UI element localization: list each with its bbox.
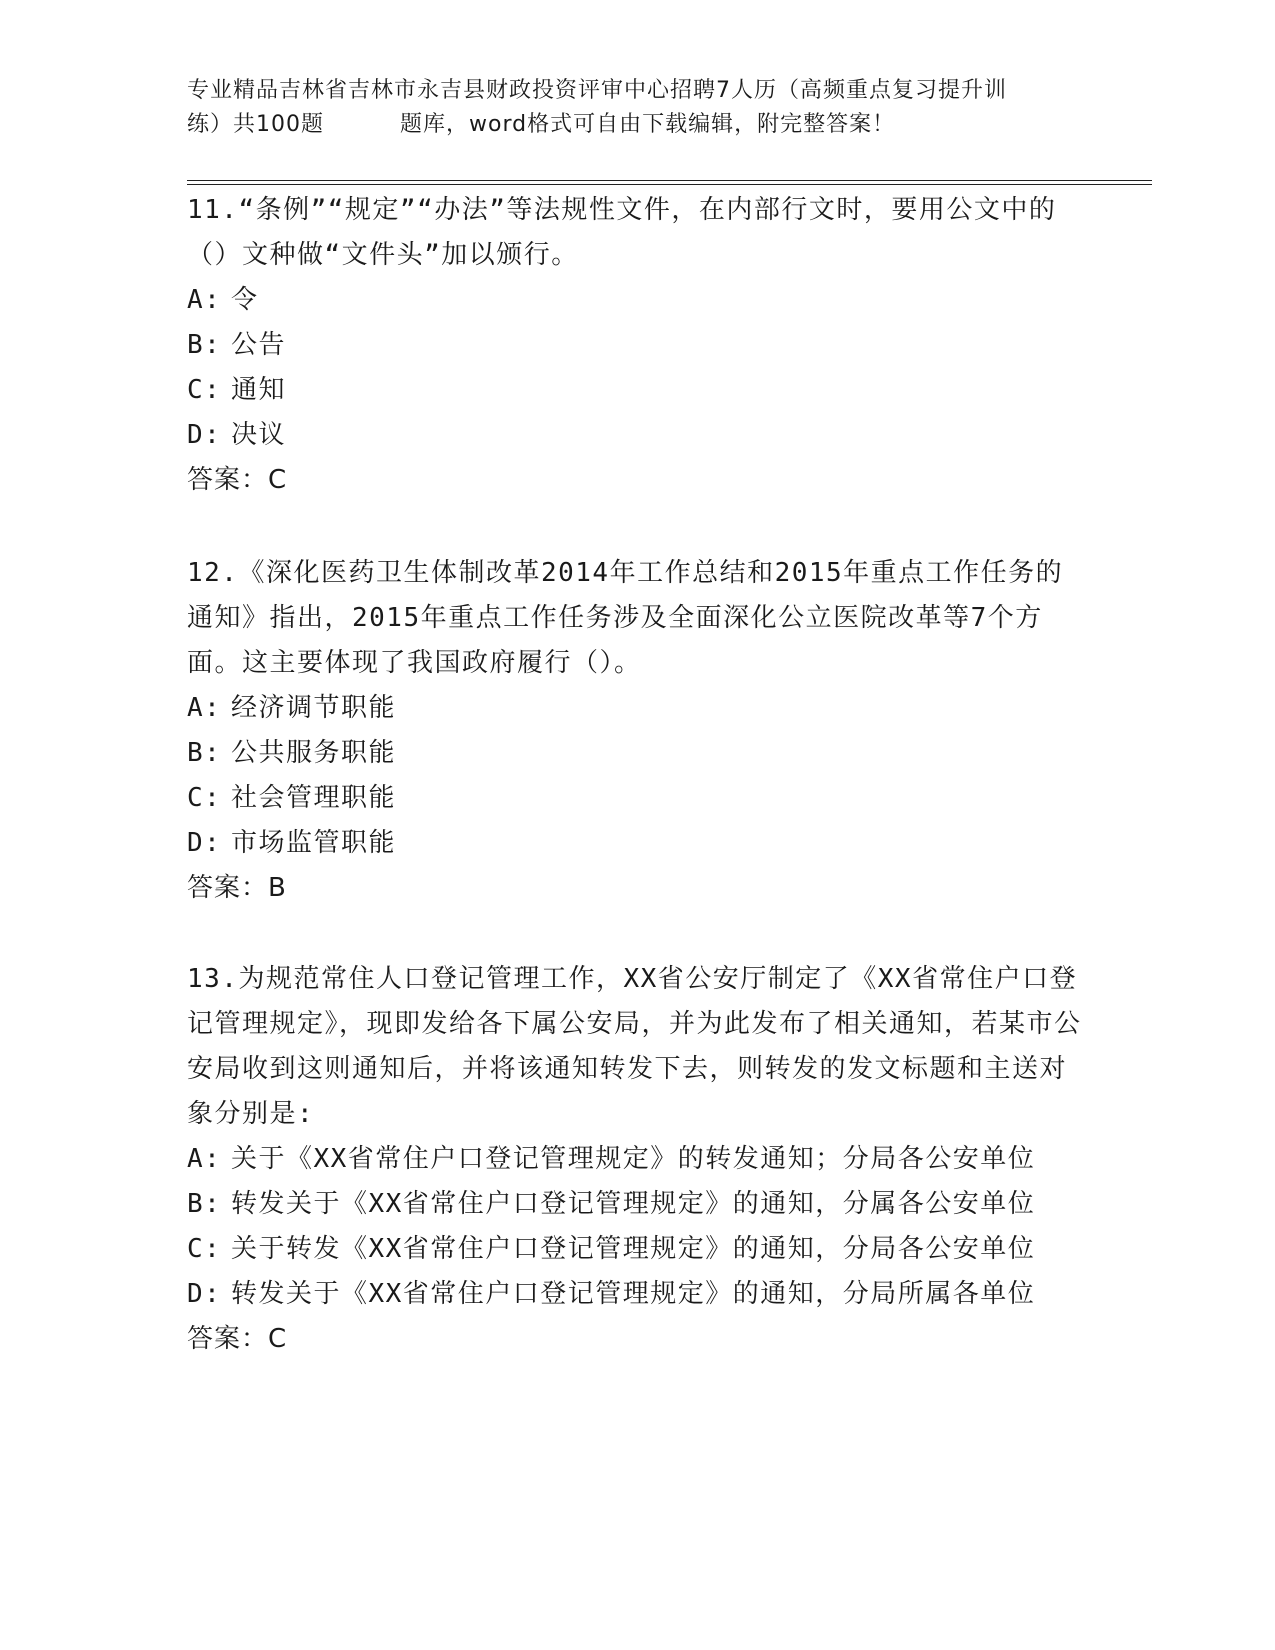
header-divider-bottom — [187, 184, 1152, 185]
question-stem: 11.“条例”“规定”“办法”等法规性文件，在内部行文时，要用公文中的（）文种做“文件头”加以颁行。 — [187, 195, 1057, 270]
option-key: C: — [187, 783, 222, 813]
option-text: 通知 — [231, 375, 287, 405]
answer: 答案：C — [187, 465, 288, 495]
option-key: A: — [187, 1144, 222, 1174]
option-b — [187, 1182, 1087, 1227]
document-header — [187, 74, 1087, 142]
option-b — [187, 731, 1087, 776]
option-key: D: — [187, 420, 222, 450]
option-key: A: — [187, 285, 222, 315]
option-key: A: — [187, 693, 222, 723]
option-d — [187, 821, 1087, 866]
option-text: 公告 — [231, 330, 287, 360]
option-text: 市场监管职能 — [231, 828, 397, 858]
question-13 — [187, 957, 1087, 1362]
option-key: D: — [187, 1279, 222, 1309]
question-11 — [187, 188, 1087, 503]
option-d — [187, 1272, 1087, 1317]
option-text: 关于《XX省常住户口登记管理规定》的转发通知；分局各公安单位 — [231, 1144, 1036, 1174]
answer: 答案：C — [187, 1324, 288, 1354]
option-key: C: — [187, 1234, 222, 1264]
option-text: 令 — [231, 285, 259, 315]
option-text: 社会管理职能 — [231, 783, 397, 813]
option-text: 转发关于《XX省常住户口登记管理规定》的通知，分局所属各单位 — [231, 1279, 1036, 1309]
question-stem: 13.为规范常住人口登记管理工作，XX省公安厅制定了《XX省常住户口登记管理规定》，现即发给各下属公安局，并为此发布了相关通知，若某市公安局收到这则通知后，并将该通知转发下去，则转发的发文标题和主送对象分别是: — [187, 964, 1082, 1129]
header-title-line-2-right: 题库，word格式可自由下载编辑，附完整答案！ — [400, 112, 896, 137]
option-text: 关于转发《XX省常住户口登记管理规定》的通知，分局各公安单位 — [231, 1234, 1036, 1264]
option-key: C: — [187, 375, 222, 405]
header-divider-top — [187, 180, 1152, 181]
option-a — [187, 1137, 1087, 1182]
option-key: B: — [187, 1189, 222, 1219]
option-key: B: — [187, 738, 222, 768]
header-title-line-2-left: 练）共100题 — [187, 112, 324, 137]
answer: 答案：B — [187, 873, 287, 903]
option-c — [187, 776, 1087, 821]
option-text: 转发关于《XX省常住户口登记管理规定》的通知，分属各公安单位 — [231, 1189, 1036, 1219]
option-a — [187, 686, 1087, 731]
question-12 — [187, 551, 1087, 911]
option-key: D: — [187, 828, 222, 858]
option-b — [187, 323, 1087, 368]
option-text: 经济调节职能 — [231, 693, 397, 723]
header-title-line-1: 专业精品吉林省吉林市永吉县财政投资评审中心招聘7人历（高频重点复习提升训 — [187, 78, 1007, 103]
option-c — [187, 368, 1087, 413]
option-key: B: — [187, 330, 222, 360]
header-title-line-2 — [187, 108, 1087, 142]
option-d — [187, 413, 1087, 458]
option-text: 决议 — [231, 420, 287, 450]
option-c — [187, 1227, 1087, 1272]
option-text: 公共服务职能 — [231, 738, 397, 768]
question-stem: 12.《深化医药卫生体制改革2014年工作总结和2015年重点工作任务的通知》指出，2015年重点工作任务涉及全面深化公立医院改革等7个方面。这主要体现了我国政府履行（）。 — [187, 558, 1064, 678]
option-a — [187, 278, 1087, 323]
